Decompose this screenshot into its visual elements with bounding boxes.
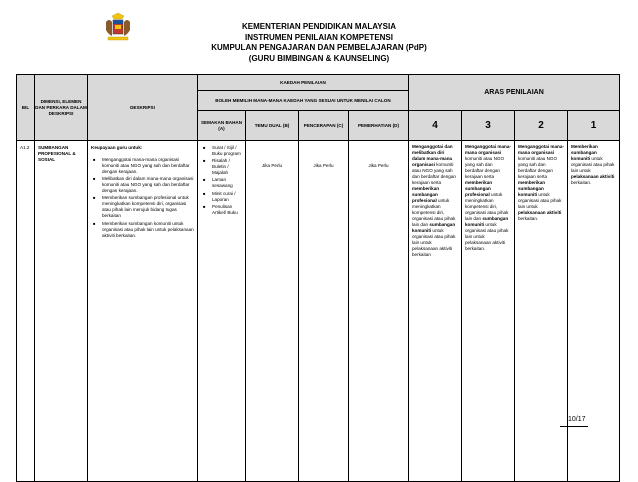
row-bil: A1.2 (17, 141, 35, 482)
page-number-underline (560, 426, 588, 427)
aras-title: ARAS PENILAIAN (409, 75, 620, 111)
level-1-text (568, 141, 620, 482)
lv2-bold-2: memberikan sumbangan komuniti (518, 180, 546, 197)
header-role: (GURU BIMBINGAN & KAUNSELING) (248, 53, 390, 63)
desc-intro: Keupayaan guru untuk: (91, 145, 143, 150)
desc-item: ■ Memberikan sumbangan profesional untuk meningkatkan kompetensi diri, organisasi atau pihak lain merujuk bidang tugas berkaitan (91, 195, 194, 219)
document-header (150, 22, 488, 64)
method-temu-dual: TEMU DUAL (B) (246, 111, 299, 141)
col-deskripsi: DESKRIPSI (88, 75, 198, 141)
level-3-header: 3 (462, 111, 515, 141)
government-crest-logo (100, 12, 136, 44)
lv3-text-2: untuk meningkatkan kompetensi diri, organisasi atau pihak lain dan (465, 192, 509, 221)
lv1-bold-1: Memberikan sumbangan komuniti (571, 144, 598, 161)
lv3-text-3: untuk organisasi atau pihak lain untuk pelaksanaan aktiviti berkaitan. (465, 222, 509, 251)
row-dimensi: SUMBANGAN PROFESIONAL & SOSIAL (35, 141, 88, 482)
col-bil: BIL (17, 75, 35, 141)
lv4-bold-2: memberikan sumbangan profesional (412, 186, 440, 203)
method-semakan: SEMAKAN BAHAN (A) (198, 111, 246, 141)
level-2-header: 2 (515, 111, 568, 141)
semakan-item: ■ Laman sesawang (201, 177, 242, 189)
lv4-bold-1: Menganggotai dan melibatkan diri dalam mana-mana organisasi (412, 144, 453, 167)
lv4-text-1: komuniti atau NGO yang sah dan berdaftar dengan kerajaan serta (412, 162, 456, 185)
row-semakan (198, 141, 246, 482)
lv2-bold-1: Menganggotai mana-mana organisasi (518, 144, 564, 155)
page-number: 10/17 (568, 416, 586, 423)
level-2-text (515, 141, 568, 482)
level-4-header: 4 (409, 111, 462, 141)
lv4-bold-3: sumbangan komuniti (412, 222, 456, 233)
lv3-bold-3: sumbangan komuniti (465, 216, 509, 227)
semakan-item: ■ Surat / Sijil / Buku program (201, 145, 242, 157)
lv2-text-2: untuk organisasi atau pihak lain untuk (518, 192, 562, 209)
semakan-item: ■ Risalah / Buletin / Majalah (201, 158, 242, 176)
level-1-header: 1 (568, 111, 620, 141)
semakan-list (201, 145, 242, 216)
desc-item: ■ Memberikan sumbangan komuniti untuk organisasi atau pihak lain untuk pelaksanaan aktiviti berkaitan. (91, 221, 194, 239)
kaedah-subtitle: BOLEH MEMILIH MANA-MANA KAEDAH YANG SESUAI UNTUK MENILAI CALON (198, 91, 409, 111)
desc-item: ■ Melibatkan diri dalam mana-mana organisasi komuniti atau NGO yang sah dan berdaftar dengan kerajaan. (91, 176, 194, 194)
semakan-item: ■ Minit curai / Laporan (201, 191, 242, 203)
row-pemerhatian: Jika Perlu (349, 141, 409, 482)
lv1-bold-2: pelaksanaan aktiviti (571, 174, 615, 179)
lv2-text-1: komuniti atau NGO yang sah dan berdaftar dengan kerajaan serta (518, 156, 558, 179)
lv2-text-3: berkaitan. (518, 216, 539, 221)
lv2-bold-3: pelaksanaan aktiviti (518, 210, 562, 215)
lv3-text-1: komuniti atau NGO yang sah dan berdaftar dengan kerajaan serta (465, 156, 505, 179)
level-4-text (409, 141, 462, 482)
kaedah-title: KAEDAH PENILAIAN (198, 75, 409, 91)
desc-item: ■ Menganggotai mana-mana organisasi komuniti atau NGO yang sah dan berdaftar dengan kerajaan. (91, 157, 194, 175)
desc-list (91, 157, 194, 239)
row-pencerapan: Jika Perlu (299, 141, 349, 482)
lv1-text-1: untuk organisasi atau pihak lain untuk (571, 156, 615, 173)
header-group: KUMPULAN PENGAJARAN DAN PEMBELAJARAN (PdP) (211, 43, 427, 52)
lv4-text-3: untuk organisasi atau pihak lain untuk pelaksanaan aktiviti berkaitan (412, 228, 456, 257)
semakan-item: ■ Penulisan Artikel/ Buku (201, 204, 242, 216)
lv1-text-2: berkaitan. (571, 180, 592, 185)
col-dimensi: DIMENSI, ELEMEN DAN PERKARA DALAM DESKRIPSI (35, 75, 88, 141)
lv4-text-2: untuk meningkatkan kompetensi diri, organisasi atau pihak lain dan (412, 198, 456, 227)
lv3-bold-2: memberikan sumbangan profesional (465, 180, 493, 197)
method-pencerapan: PENCERAPAN (C) (299, 111, 349, 141)
assessment-table (16, 74, 620, 482)
level-3-text (462, 141, 515, 482)
method-pemerhatian: PEMERHATIAN (D) (349, 111, 409, 141)
table-row (17, 141, 620, 482)
lv3-bold-1: Menganggotai mana-mana organisasi (465, 144, 511, 155)
row-temu-dual: Jika Perlu (246, 141, 299, 482)
header-ministry: KEMENTERIAN PENDIDIKAN MALAYSIA (242, 22, 396, 31)
header-instrument: INSTRUMEN PENILAIAN KOMPETENSI (244, 32, 393, 42)
row-deskripsi (88, 141, 198, 482)
